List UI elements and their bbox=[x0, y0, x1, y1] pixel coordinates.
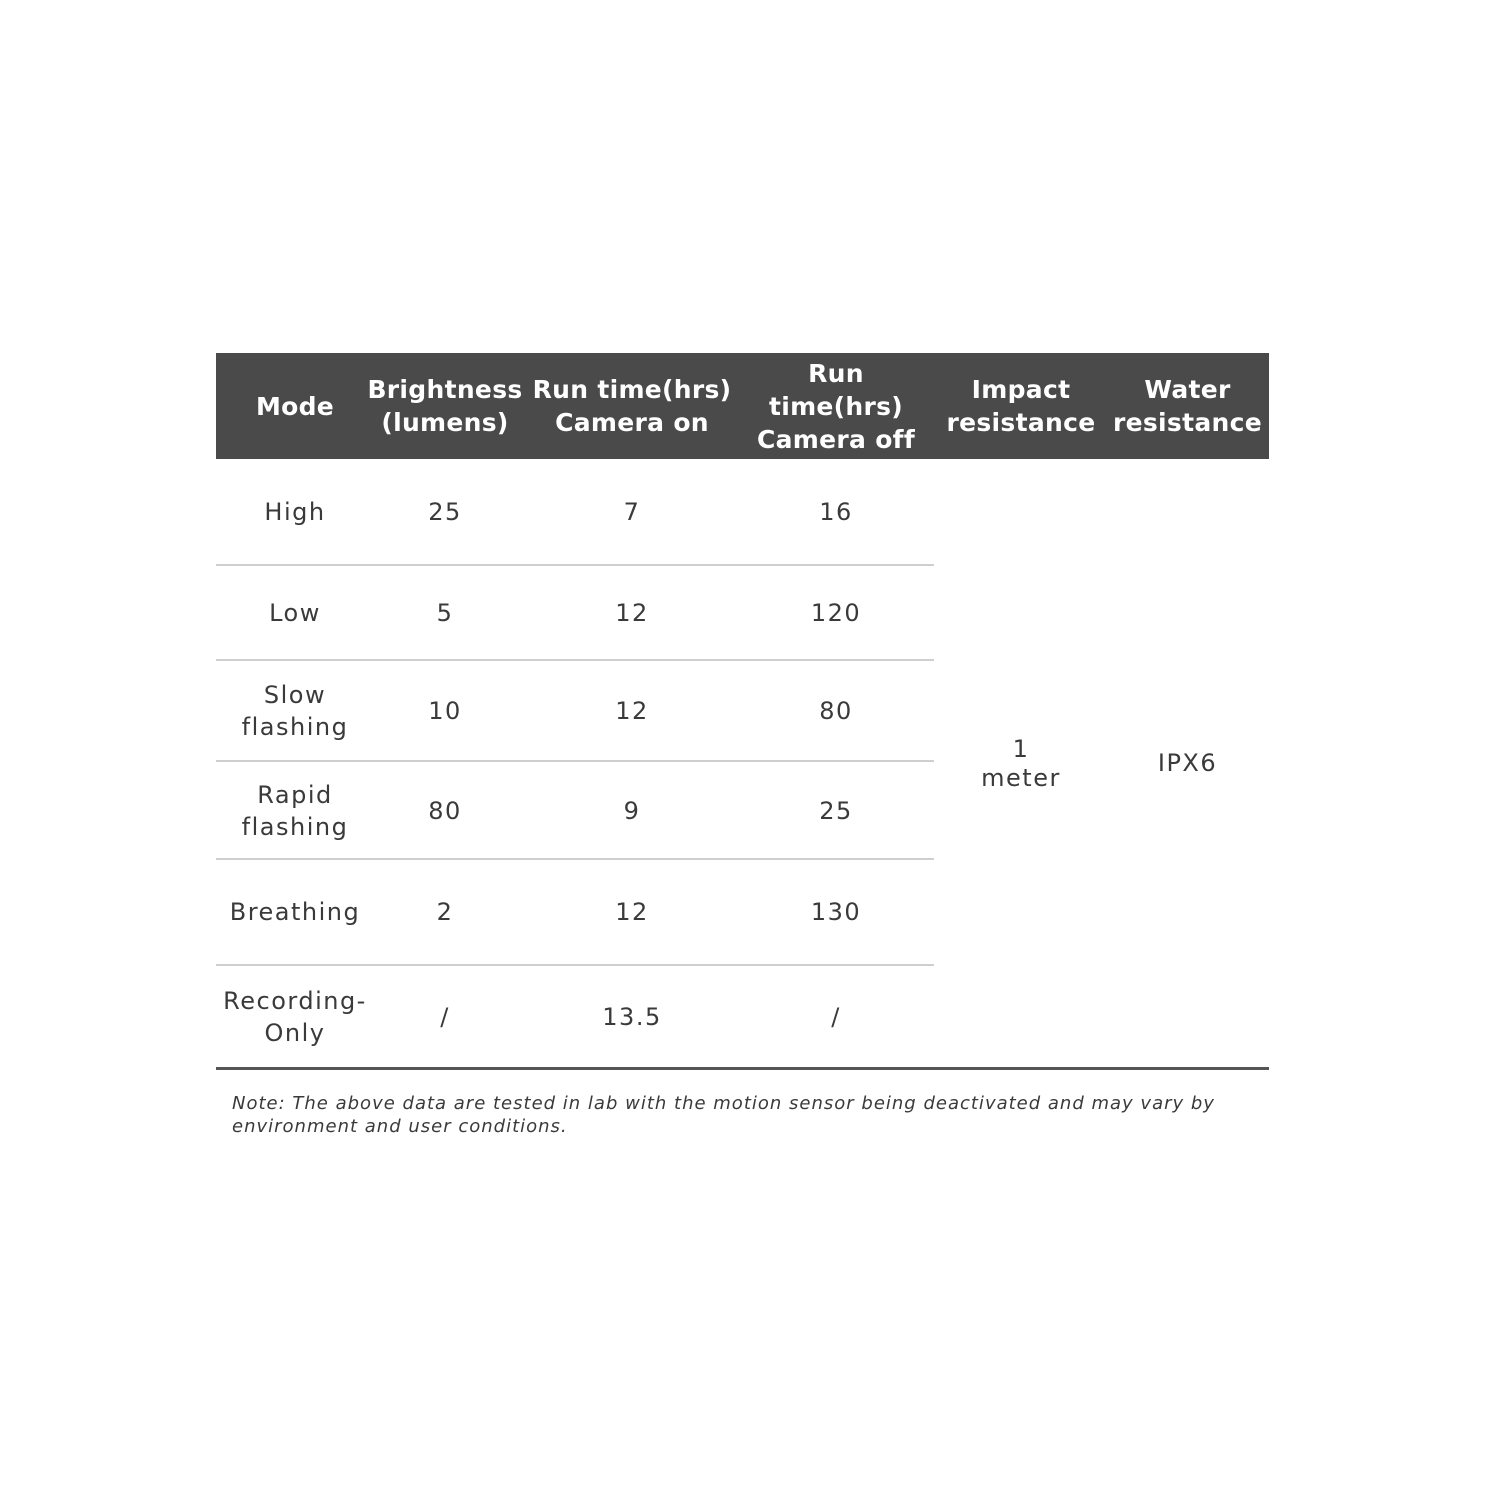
cell-mode: High bbox=[264, 498, 326, 526]
footnote: Note: The above data are tested in lab with the motion sensor being deactivated and may vary by environment and user conditions. bbox=[232, 1093, 1215, 1137]
cell-camera-on: 12 bbox=[615, 696, 649, 725]
table-header bbox=[216, 353, 1269, 459]
cell-impact-resistance: 1 meter bbox=[981, 734, 1061, 792]
cell-brightness: 5 bbox=[436, 599, 454, 627]
table-bottom-rule bbox=[216, 1067, 1269, 1070]
header-runtime-camera-off: Run time(hrs) Camera off bbox=[756, 358, 916, 454]
header-brightness: Brightness (lumens) bbox=[367, 375, 523, 437]
cell-camera-off: 130 bbox=[810, 898, 862, 926]
cell-camera-off: 16 bbox=[819, 498, 853, 526]
cell-brightness: 10 bbox=[428, 696, 462, 725]
table-row bbox=[216, 860, 934, 964]
cell-camera-on: 7 bbox=[623, 498, 641, 526]
table-row bbox=[216, 661, 934, 760]
header-mode: Mode bbox=[255, 391, 335, 421]
cell-camera-off: 80 bbox=[819, 696, 853, 725]
cell-mode: Slow flashing bbox=[241, 680, 349, 741]
cell-camera-off: 25 bbox=[819, 796, 853, 825]
header-impact-resistance: Impact resistance bbox=[946, 375, 1096, 437]
table-row bbox=[216, 762, 934, 859]
table-row bbox=[216, 566, 934, 660]
cell-mode: Breathing bbox=[229, 898, 361, 926]
table-row bbox=[216, 459, 934, 565]
cell-mode: Low bbox=[269, 599, 321, 627]
table-row bbox=[216, 966, 934, 1068]
cell-brightness: / bbox=[440, 1003, 450, 1031]
cell-camera-off: / bbox=[831, 1003, 841, 1031]
cell-camera-on: 9 bbox=[623, 796, 641, 825]
cell-mode: Recording- Only bbox=[223, 987, 367, 1047]
cell-camera-on: 12 bbox=[615, 599, 649, 627]
cell-water-resistance: IPX6 bbox=[1157, 749, 1218, 777]
cell-brightness: 2 bbox=[436, 898, 454, 926]
cell-brightness: 25 bbox=[428, 498, 462, 526]
header-runtime-camera-on: Run time(hrs) Camera on bbox=[532, 375, 732, 437]
cell-camera-on: 13.5 bbox=[602, 1003, 662, 1031]
cell-brightness: 80 bbox=[428, 796, 462, 825]
header-water-resistance: Water resistance bbox=[1112, 375, 1262, 437]
cell-camera-off: 120 bbox=[810, 599, 862, 627]
cell-mode: Rapid flashing bbox=[241, 780, 349, 841]
cell-camera-on: 12 bbox=[615, 898, 649, 926]
